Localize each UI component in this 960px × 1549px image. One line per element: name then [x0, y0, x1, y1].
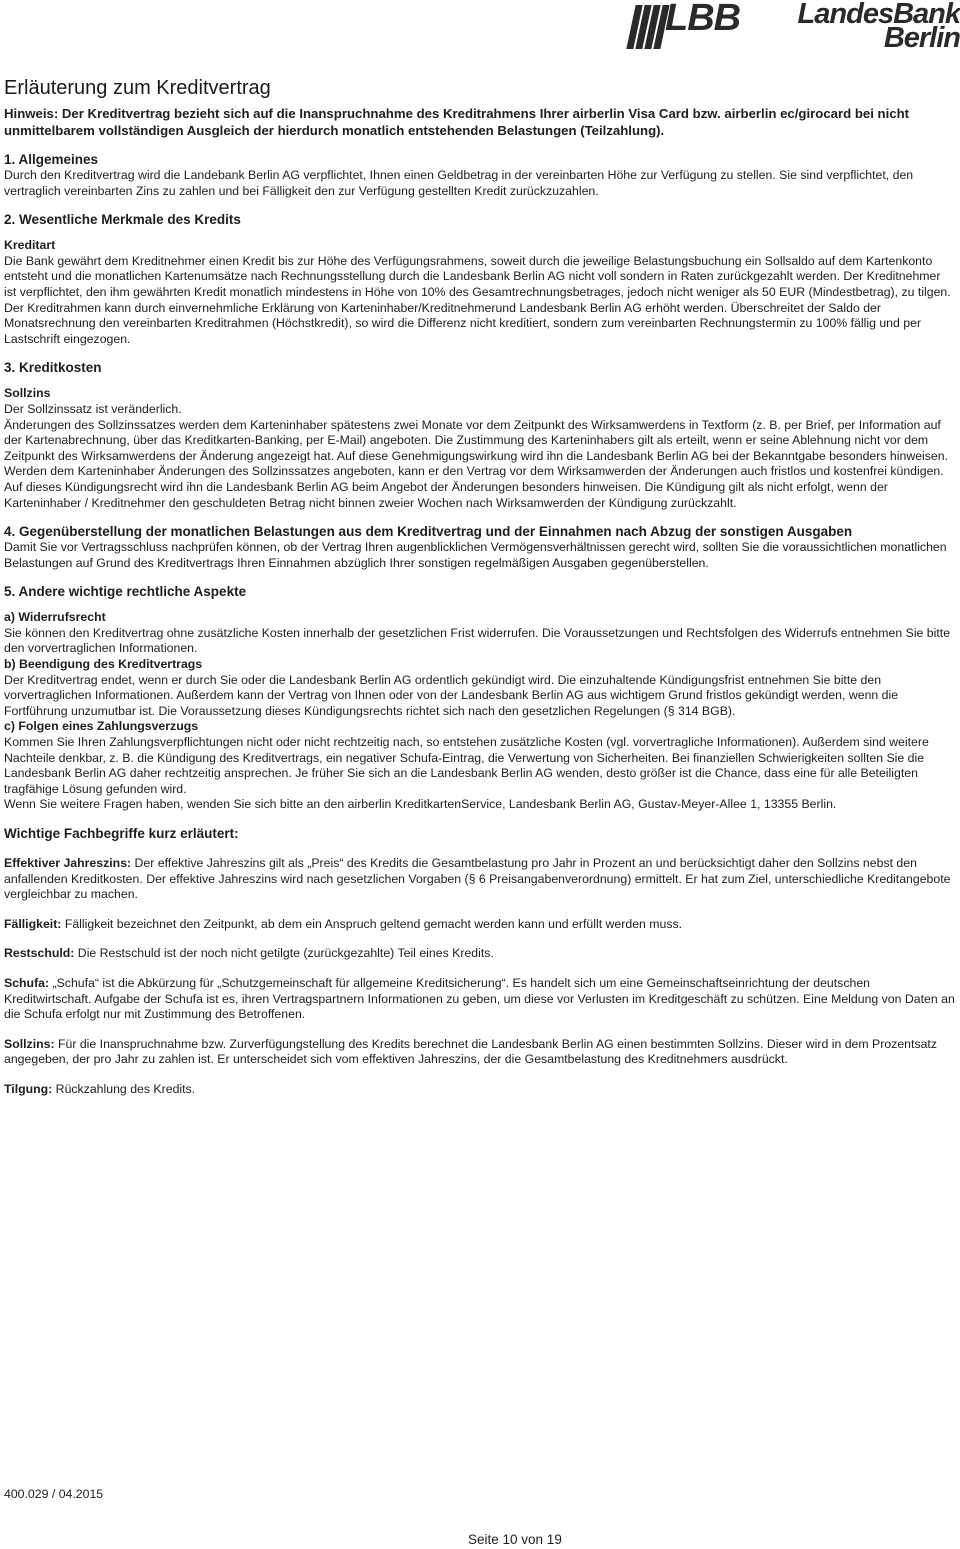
document-body	[4, 76, 956, 1098]
logo-lbb-text: LBB	[665, 0, 741, 39]
section-2-heading: 2. Wesentliche Merkmale des Kredits	[4, 212, 241, 228]
landesbank-berlin-logo	[627, 0, 960, 54]
page-title: Erläuterung zum Kreditvertrag	[4, 77, 271, 99]
glossary-term: Sollzins:	[4, 1036, 55, 1051]
glossary-term: Restschuld:	[4, 946, 75, 961]
glossary-item	[4, 856, 956, 903]
glossary-item	[4, 946, 956, 962]
section-1-heading: 1. Allgemeines	[4, 152, 99, 167]
glossary-item	[4, 1037, 956, 1068]
section-5c-heading: c) Folgen eines Zahlungsverzugs	[4, 719, 199, 734]
glossary-term: Schufa:	[4, 975, 50, 990]
glossary-term: Fälligkeit:	[4, 916, 62, 931]
contact-text: Wenn Sie weitere Fragen haben, wenden Sie sich bitte an den airberlin KreditkartenService, Landesbank Berlin AG, Gustav-Meyer-Allee 1, 13355 Berlin.	[4, 797, 837, 812]
glossary-item	[4, 1082, 956, 1098]
glossary-definition: Der effektive Jahreszins gilt als „Preis“ des Kredits die Gesamtbelastung pro Jahr in Prozent an und berücksichtigt daher den Sollzins nebst den anfallenden Kreditkosten. Der effektive Jahreszins wird nach gesetzlichen Vorgaben (§ 6 Preisangabenverordnung) ermittelt. Er hat zum Ziel, unterschiedliche Kreditangebote vergleichbar zu machen.	[4, 856, 951, 902]
section-4-heading: 4. Gegenüberstellung der monatlichen Belastungen aus dem Kreditvertrag und der Einnahmen nach Abzug der sonstigen Ausgaben	[4, 524, 853, 540]
glossary-item	[4, 976, 956, 1023]
section-4-text: Damit Sie vor Vertragsschluss nachprüfen können, ob der Vertrag Ihren augenblicklichen Vermögensverhältnissen gerecht wird, sollten Sie die voraussichtlichen monatlichen Belastungen auf Grund des Kreditvertrags Ihren Einnahmen abzüglich Ihrer sonstigen regelmäßigen Ausgaben gegenüberstellen.	[4, 540, 947, 570]
section-5a-text: Sie können den Kreditvertrag ohne zusätzliche Kosten innerhalb der gesetzlichen Frist widerrufen. Die Voraussetzungen und Rechtsfolgen des Widerrufs entnehmen Sie bitte den vorvertraglichen Informationen.	[4, 625, 951, 656]
glossary-definition: „Schufa“ ist die Abkürzung für „Schutzgemeinschaft für allgemeine Kreditsicherung“. Es handelt sich um eine Gemeinschaftseinrichtung der deutschen Kreditwirtschaft. Aufgabe der Schufa ist es, ihren Vertragspartnern Informationen zu geben, um diese vor Verlusten im Kreditgeschäft zu schützen. Eine Meldung von Daten an die Schufa erfolgt nur mit Zustimmung des Betroffenen.	[4, 975, 955, 1022]
form-number: 400.029 / 04.2015	[4, 1487, 104, 1501]
section-1-text: Durch den Kreditvertrag wird die Landebank Berlin AG verpflichtet, Ihnen einen Geldbetrag in der vereinbarten Höhe zur Verfügung zu stellen. Sie sind verpflichtet, den vertraglich vereinbarten Zins zu zahlen und bei Fälligkeit den zur Verfügung gestellten Kredit zurückzuzahlen.	[4, 168, 914, 198]
glossary-term: Tilgung:	[4, 1081, 53, 1096]
section-3-text: Änderungen des Sollzinssatzes werden dem Karteninhaber spätestens zwei Monate vor dem Zeitpunkt des Wirksamwerdens in Textform (z. B. per Brief, per Information auf der Kartenabrechnung, über das Kreditkarten-Banking, per E-Mail) angeboten. Die Zustimmung des Karteninhabers gilt als erteilt, wenn er seine Ablehnung nicht vor dem Zeitpunkt des Wirksamwerdens der Änderung angezeigt hat. Auf diese Genehmigungswirkung wird ihn die Landesbank Berlin AG bei der Bekanntgabe besonders hinweisen. Werden dem Karteninhaber Änderungen des Sollzinssatzes angeboten, kann er den Vertrag vor dem Wirksamwerden der Änderungen auch fristlos und kostenfrei kündigen. Auf dieses Kündigungsrecht wird ihn die Landesbank Berlin AG beim Angebot der Änderungen besonders hinweisen. Die Kündigung gilt als nicht erfolgt, wenn der Karteninhaber / Kreditnehmer den geschuldeten Betrag nicht binnen zweier Wochen nach Wirksamwerden der Kündigung zurückzahlt.	[4, 417, 949, 510]
page-number: Seite 10 von 19	[468, 1532, 562, 1547]
notice-text: Hinweis: Der Kreditvertrag bezieht sich auf die Inanspruchnahme des Kreditrahmens Ihrer airberlin Visa Card bzw. airberlin ec/girocard bei nicht unmittelbarem vollständigen Ausgleich der hierdurch monatlich entstehenden Belastungen (Teilzahlung).	[4, 106, 910, 138]
section-3-heading: 3. Kreditkosten	[4, 360, 102, 376]
section-5b-heading: b) Beendigung des Kreditvertrags	[4, 657, 203, 672]
section-5c-text: Kommen Sie Ihren Zahlungsverpflichtungen nicht oder nicht rechtzeitig nach, so entstehen zusätzliche Kosten (vgl. vorvertragliche Informationen). Außerdem sind weitere Nachteile denkbar, z. B. die Kündigung des Kreditvertrags, ein negativer Schufa-Eintrag, die Verwertung von Sicherheiten. Bei finanziellen Schwierigkeiten sollten Sie die Landesbank Berlin AG daher rechtzeitig ansprechen. Je früher Sie sich an die Landesbank Berlin AG wenden, desto größer ist die Chance, dass eine für alle Beteiligten tragfähige Lösung gefunden wird.	[4, 735, 929, 796]
section-3-subheading: Sollzins	[4, 386, 51, 401]
section-5b-text: Der Kreditvertrag endet, wenn er durch Sie oder die Landesbank Berlin AG ordentlich gekündigt wird. Die einzuhaltende Kündigungsfrist entnehmen Sie bitte den vorvertraglichen Informationen. Außerdem kann der Vertrag von Ihnen oder von der Landesbank Berlin AG aus wichtigem Grund fristlos gekündigt werden, wenn die Fortführung unzumutbar ist. Die Voraussetzung dieses Kündigungsrechts richtet sich nach den gesetzlichen Regelungen (§ 314 BGB).	[4, 672, 899, 718]
section-5a-heading: a) Widerrufsrecht	[4, 610, 106, 625]
section-5-heading: 5. Andere wichtige rechtliche Aspekte	[4, 584, 247, 600]
glossary-definition: Die Restschuld ist der noch nicht getilgte (zurückgezahlte) Teil eines Kredits.	[74, 946, 494, 961]
section-2-subheading: Kreditart	[4, 238, 56, 253]
section-2-text: Die Bank gewährt dem Kreditnehmer einen Kredit bis zur Höhe des Verfügungsrahmens, soweit durch die jeweilige Belastungsbuchung ein Sollsaldo auf dem Kartenkonto entsteht und die monatlichen Kartenumsätze nach Rechnungsstellung durch die Landesbank Berlin AG nicht voll sondern in Raten zurückgezahlt werden. Der Kreditnehmer ist verpflichtet, den ihm gewährten Kredit monatlich mindestens in Höhe von 10% des Gesamtrechnungsbetrages, jedoch nicht weniger als 50 EUR (Mindestbetrag), zu tilgen. Der Kreditrahmen kann durch einvernehmliche Erklärung von Karteninhaber/Kreditnehmerund Landesbank Berlin AG erhöht werden. Überschreitet der Saldo der Monatsrechnung den vereinbarten Kreditrahmen (Höchstkredit), so wird die Differenz nicht kreditiert, sondern zum vereinbarten Rechnungstermin zu 100% fällig und per Lastschrift eingezogen.	[4, 253, 951, 346]
section-3-line1: Der Sollzinssatz ist veränderlich.	[4, 401, 182, 416]
glossary-item	[4, 917, 956, 933]
glossary-heading: Wichtige Fachbegriffe kurz erläutert:	[4, 826, 239, 841]
glossary-term: Effektiver Jahreszins:	[4, 856, 132, 870]
glossary-definition: Fälligkeit bezeichnet den Zeitpunkt, ab dem ein Anspruch geltend gemacht werden kann und erfüllt werden muss.	[61, 916, 683, 931]
glossary-definition: Für die Inanspruchnahme bzw. Zurverfügungstellung des Kredits berechnet die Landesbank Berlin AG einen bestimmten Sollzins. Dieser wird in dem Prozentsatz angegeben, der pro Jahr zu zahlen ist. Er unterscheidet sich vom effektiven Jahreszins, der die Gesamtbelastung des Kreditnehmers ausdrückt.	[4, 1036, 937, 1067]
logo-berlin-text: Berlin	[883, 22, 960, 54]
logo-landesbank-text: LandesBank	[797, 0, 960, 30]
glossary-definition: Rückzahlung des Kredits.	[52, 1081, 196, 1096]
